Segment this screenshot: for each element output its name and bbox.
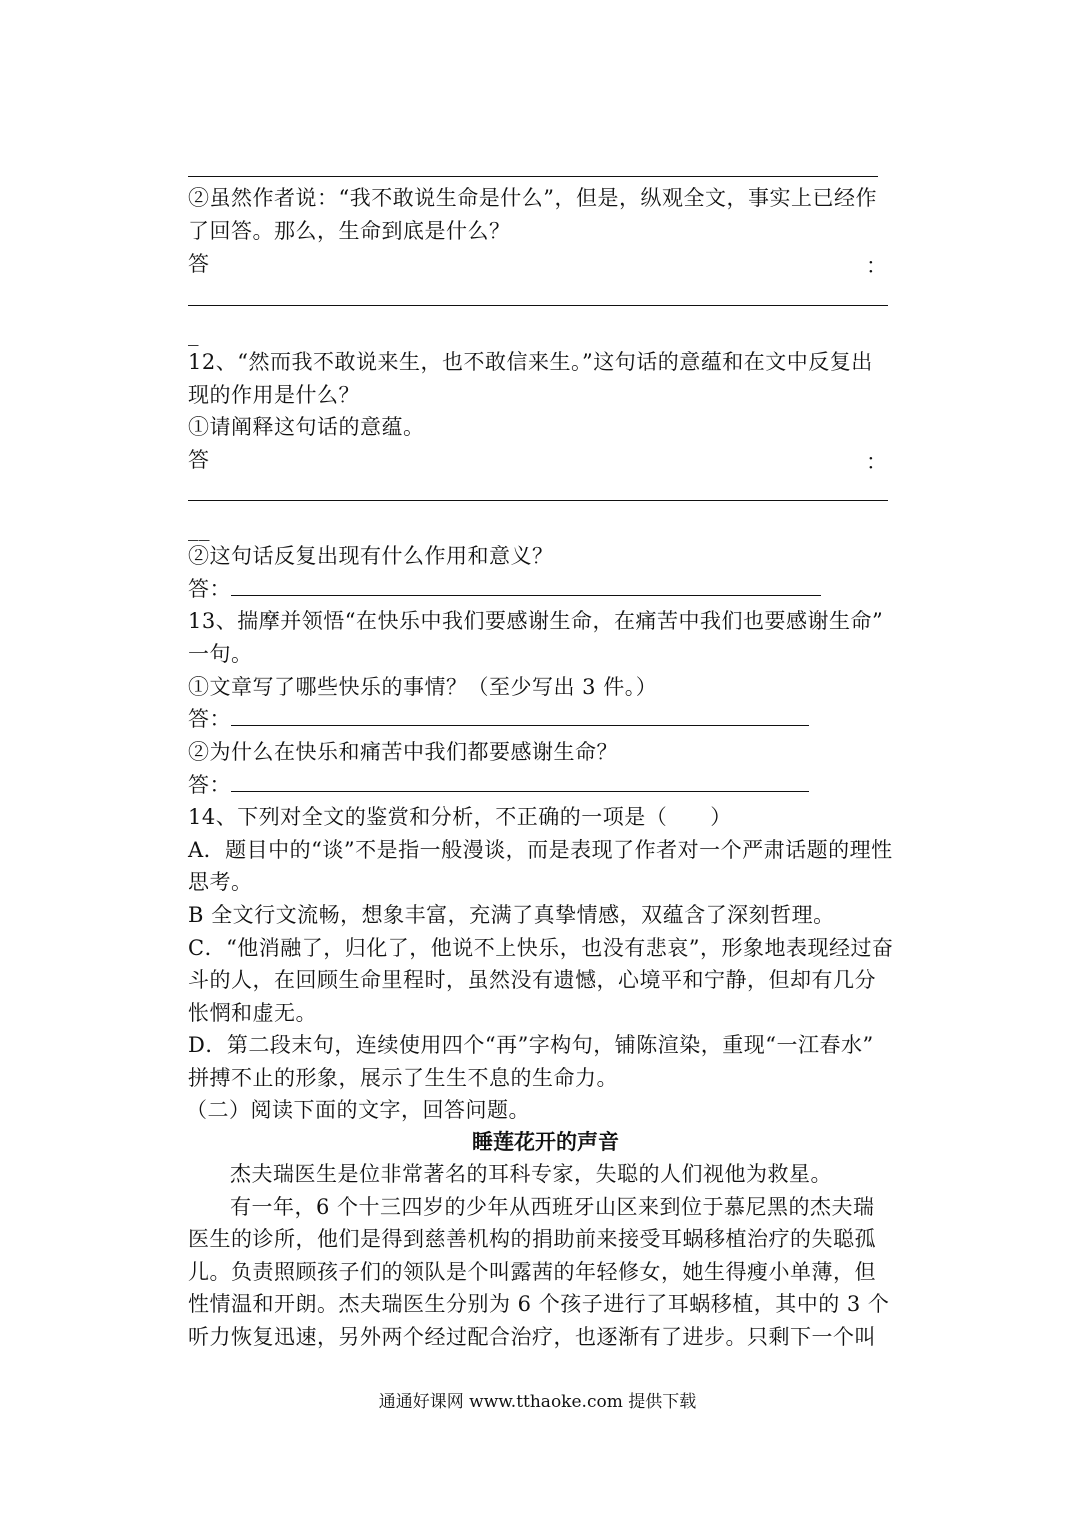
answer-rule	[188, 176, 878, 177]
q14-option-c-line3: 怅惘和虚无。	[188, 1001, 317, 1025]
q12-line2: 现的作用是什么？	[188, 383, 360, 407]
q13-sub1-answer-label: 答：	[188, 707, 231, 731]
q13-line2: 一句。	[188, 642, 253, 666]
page-footer: 通通好课网 www.tthaoke.com 提供下载	[378, 1392, 697, 1412]
q14-option-c-line1: C．“他消融了，归化了，他说不上快乐，也没有悲哀”，形象地表现经过奋	[188, 936, 894, 960]
q12-answer-colon: ：	[866, 450, 887, 474]
article-paragraph-2-line4: 性情温和开朗。杰夫瑞医生分别为 6 个孩子进行了耳蜗移植，其中的 3 个	[188, 1292, 890, 1316]
q12-sub2-answer-blank[interactable]	[231, 575, 821, 596]
q11-answer-tail: _	[188, 322, 199, 346]
q12-answer-rule[interactable]	[188, 500, 888, 501]
q13-sub2: ②为什么在快乐和痛苦中我们都要感谢生命？	[188, 740, 618, 764]
article-title: 睡莲花开的声音	[472, 1130, 619, 1154]
q12-sub2-answer-label: 答：	[188, 577, 231, 601]
q14-option-a-line2: 思考。	[188, 870, 253, 894]
q12-answer-tail: __	[188, 517, 210, 541]
article-paragraph-2-line1: 有一年，6 个十三四岁的少年从西班牙山区来到位于慕尼黑的杰夫瑞	[230, 1195, 875, 1219]
q14-option-a-line1: A．题目中的“谈”不是指一般漫谈，而是表现了作者对一个严肃话题的理性	[188, 838, 893, 862]
q14-option-d-line2: 拼搏不止的形象，展示了生生不息的生命力。	[188, 1066, 618, 1090]
q14-option-c-line2: 斗的人，在回顾生命里程时，虽然没有遗憾，心境平和宁静，但却有几分	[188, 968, 876, 992]
q12-sub1: ①请阐释这句话的意蕴。	[188, 415, 425, 439]
q11-answer-colon: ：	[866, 254, 887, 278]
q12-sub2: ②这句话反复出现有什么作用和意义？	[188, 544, 554, 568]
q13-sub1-answer-blank[interactable]	[231, 705, 809, 726]
q12-answer-label: 答	[188, 448, 210, 472]
q13-line1: 13、揣摩并领悟“在快乐中我们要感谢生命，在痛苦中我们也要感谢生命”	[188, 609, 884, 633]
article-paragraph-1: 杰夫瑞医生是位非常著名的耳科专家，失聪的人们视他为救星。	[230, 1162, 832, 1186]
q13-sub1-answer	[188, 703, 888, 735]
q12-sub2-answer	[188, 573, 888, 605]
article-paragraph-2-line2: 医生的诊所，他们是得到慈善机构的捐助前来接受耳蜗移植治疗的失聪孤	[188, 1227, 876, 1251]
q14-option-b: B 全文行文流畅，想象丰富，充满了真挚情感，双蕴含了深刻哲理。	[188, 903, 835, 927]
q13-sub2-answer-blank[interactable]	[231, 771, 809, 792]
article-paragraph-2-line5: 听力恢复迅速，另外两个经过配合治疗，也逐渐有了进步。只剩下一个叫	[188, 1325, 876, 1349]
q14-option-d-line1: D．第二段末句，连续使用四个“再”字构句，铺陈渲染，重现“一江春水”	[188, 1033, 874, 1057]
q12-line1: 12、“然而我不敢说来生，也不敢信来生。”这句话的意蕴和在文中反复出	[188, 350, 873, 374]
q13-sub2-answer	[188, 769, 888, 801]
q11-answer-label: 答	[188, 252, 210, 276]
q11-answer-rule[interactable]	[188, 305, 888, 306]
q14-stem: 14、下列对全文的鉴赏和分析，不正确的一项是（ ）	[188, 805, 732, 829]
q11-sub2-line2: 了回答。那么，生命到底是什么？	[188, 219, 511, 243]
q13-sub2-answer-label: 答：	[188, 773, 231, 797]
q13-sub1: ①文章写了哪些快乐的事情？（至少写出 3 件。）	[188, 675, 658, 699]
section-heading: （二）阅读下面的文字，回答问题。	[186, 1098, 530, 1122]
article-paragraph-2-line3: 儿。负责照顾孩子们的领队是个叫露茜的年轻修女，她生得瘦小单薄，但	[188, 1260, 876, 1284]
q11-sub2-line1: ②虽然作者说：“我不敢说生命是什么”，但是，纵观全文，事实上已经作	[188, 186, 877, 210]
